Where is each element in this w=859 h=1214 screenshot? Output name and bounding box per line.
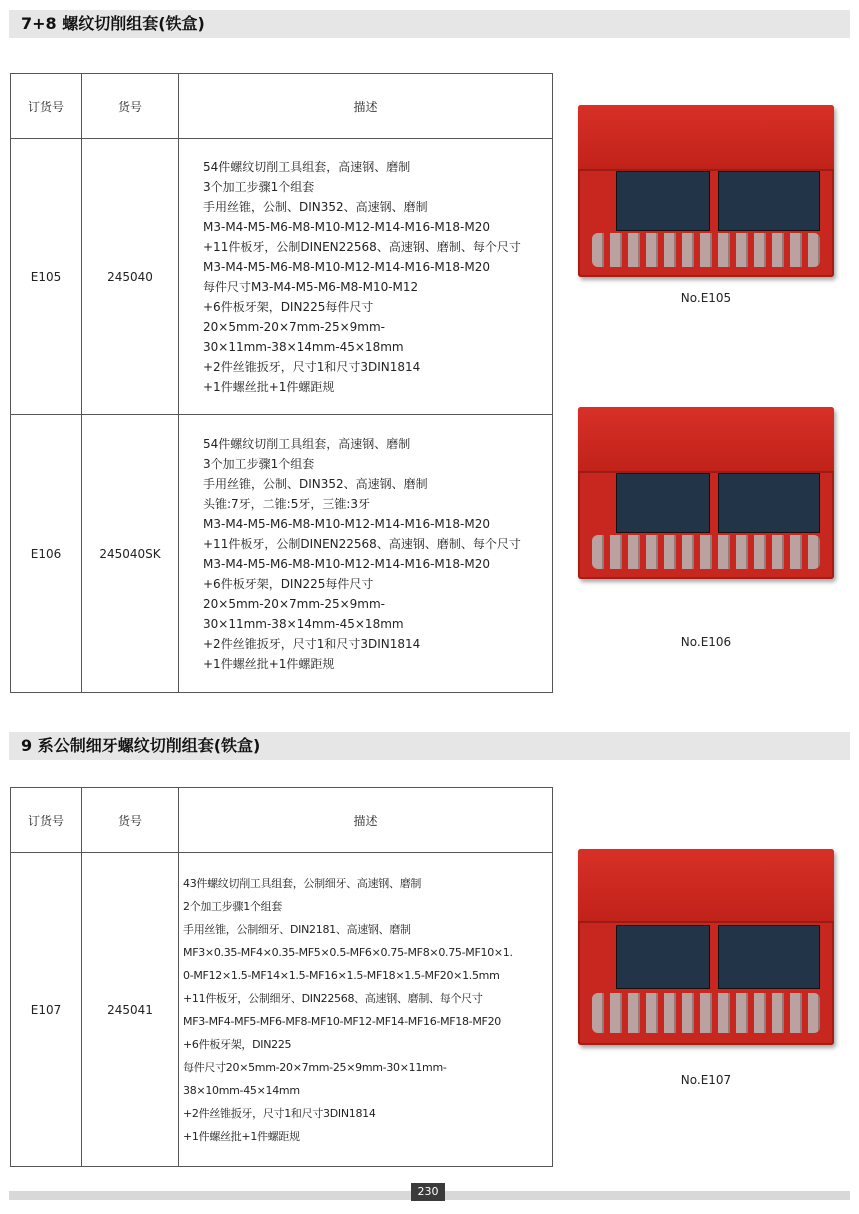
header-item-no: 货号 (82, 788, 179, 853)
product-caption: No.E105 (680, 291, 732, 305)
desc-line: 每件尺寸20×5mm-20×7mm-25×9mm-30×11mm- (183, 1060, 447, 1074)
desc-line: +2件丝锥扳牙，尺寸1和尺寸3DIN1814 (203, 636, 421, 651)
spec-table-2 (10, 787, 553, 1167)
product-image-e107 (578, 849, 834, 1087)
desc-line: M3-M4-M5-M6-M8-M10-M12-M14-M16-M18-M20 (203, 219, 490, 234)
desc-line: 30×11mm-38×14mm-45×18mm (203, 616, 404, 631)
table-row (11, 139, 553, 415)
description-cell (179, 415, 553, 693)
desc-line: 手用丝锥，公制、DIN352、高速钢、磨制 (203, 199, 428, 214)
desc-line: +11件板牙，公制DINEN22568、高速钢、磨制、每个尺寸 (203, 239, 521, 254)
order-no-cell: E107 (11, 853, 82, 1167)
item-no-cell: 245040SK (82, 415, 179, 693)
order-no-cell: E106 (11, 415, 82, 693)
desc-line: M3-M4-M5-M6-M8-M10-M12-M14-M16-M18-M20 (203, 516, 490, 531)
spec-table-1 (10, 73, 553, 693)
header-item-no: 货号 (82, 74, 179, 139)
table-header-row (11, 74, 553, 139)
desc-line: 30×11mm-38×14mm-45×18mm (203, 339, 404, 354)
product-image-e105 (578, 105, 834, 305)
desc-line: 54件螺纹切削工具组套，高速钢、磨制 (203, 159, 411, 174)
description-cell (179, 853, 553, 1167)
desc-line: 手用丝锥，公制细牙、DIN2181、高速钢、磨制 (183, 922, 411, 936)
desc-line: +11件板牙，公制细牙、DIN22568、高速钢、磨制、每个尺寸 (183, 991, 483, 1005)
desc-line: +2件丝锥扳牙，尺寸1和尺寸3DIN1814 (203, 359, 421, 374)
table-row (11, 853, 553, 1167)
product-caption: No.E107 (680, 1073, 732, 1087)
table-header-row (11, 788, 553, 853)
desc-line: 3个加工步骤1个组套 (203, 456, 315, 471)
product-caption: No.E106 (680, 635, 732, 649)
desc-line: +11件板牙，公制DINEN22568、高速钢、磨制、每个尺寸 (203, 536, 521, 551)
item-no-cell: 245040 (82, 139, 179, 415)
product-image-e106 (578, 407, 834, 649)
header-order-no: 订货号 (11, 74, 82, 139)
desc-line: M3-M4-M5-M6-M8-M10-M12-M14-M16-M18-M20 (203, 259, 490, 274)
header-description: 描述 (179, 788, 553, 853)
desc-line: 54件螺纹切削工具组套，高速钢、磨制 (203, 436, 411, 451)
section-title-2: 9 系公制细牙螺纹切削组套(铁盒) (9, 732, 850, 760)
desc-line: 手用丝锥，公制、DIN352、高速钢、磨制 (203, 476, 428, 491)
desc-line: 头锥:7牙，二锥:5牙，三锥:3牙 (203, 496, 371, 511)
toolbox-image (578, 407, 834, 579)
toolbox-image (578, 105, 834, 277)
section-title-1: 7+8 螺纹切削组套(铁盒) (9, 10, 850, 38)
page-number: 230 (411, 1183, 445, 1201)
order-no-cell: E105 (11, 139, 82, 415)
desc-line: +6件板牙架，DIN225每件尺寸 (203, 299, 374, 314)
desc-line: 每件尺寸M3-M4-M5-M6-M8-M10-M12 (203, 279, 419, 294)
header-description: 描述 (179, 74, 553, 139)
desc-line: 3个加工步骤1个组套 (203, 179, 315, 194)
desc-line: +6件板牙架，DIN225每件尺寸 (203, 576, 374, 591)
desc-line: +1件螺丝批+1件螺距规 (183, 1129, 300, 1143)
desc-line: M3-M4-M5-M6-M8-M10-M12-M14-M16-M18-M20 (203, 556, 490, 571)
desc-line: MF3×0.35-MF4×0.35-MF5×0.5-MF6×0.75-MF8×0.75-MF10×1. (183, 945, 513, 959)
description-cell (179, 139, 553, 415)
desc-line: MF3-MF4-MF5-MF6-MF8-MF10-MF12-MF14-MF16-MF18-MF20 (183, 1014, 501, 1028)
desc-line: +1件螺丝批+1件螺距规 (203, 379, 335, 394)
desc-line: +2件丝锥扳牙，尺寸1和尺寸3DIN1814 (183, 1106, 376, 1120)
desc-line: 2个加工步骤1个组套 (183, 899, 282, 913)
desc-line: 38×10mm-45×14mm (183, 1083, 300, 1097)
desc-line: 43件螺纹切削工具组套，公制细牙、高速钢、磨制 (183, 876, 422, 890)
desc-line: 20×5mm-20×7mm-25×9mm- (203, 319, 386, 334)
desc-line: 0-MF12×1.5-MF14×1.5-MF16×1.5-MF18×1.5-MF20×1.5mm (183, 968, 500, 982)
toolbox-image (578, 849, 834, 1045)
desc-line: +1件螺丝批+1件螺距规 (203, 656, 335, 671)
desc-line: +6件板牙架，DIN225 (183, 1037, 292, 1051)
desc-line: 20×5mm-20×7mm-25×9mm- (203, 596, 386, 611)
table-row (11, 415, 553, 693)
item-no-cell: 245041 (82, 853, 179, 1167)
header-order-no: 订货号 (11, 788, 82, 853)
